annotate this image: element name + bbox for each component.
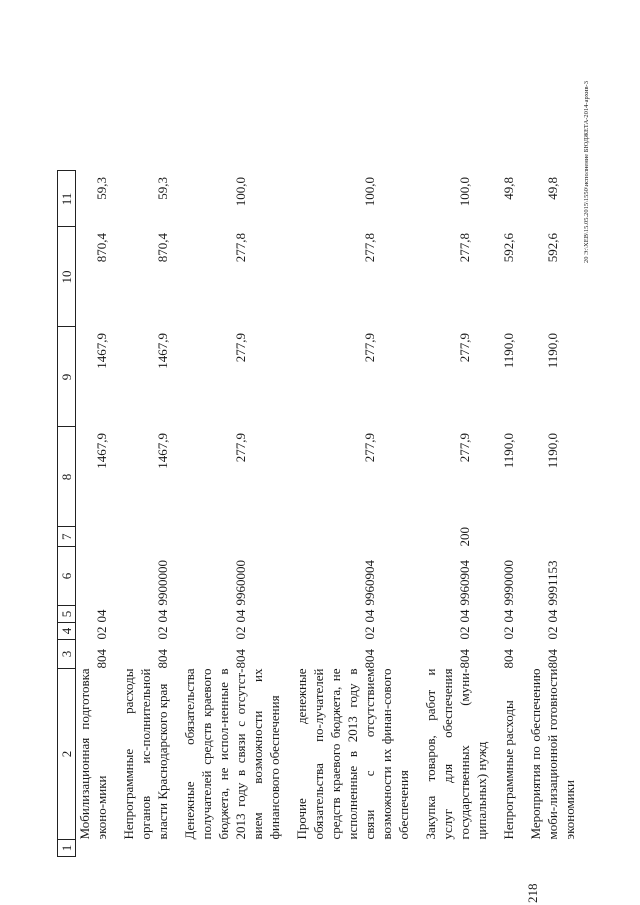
row-value-cell: 04 <box>362 609 377 623</box>
row-value-cell: 1467,9 <box>94 433 109 469</box>
row-value-cell: 804 <box>362 649 377 669</box>
row-value-cell: 870,4 <box>155 233 170 263</box>
row-number-cell <box>120 840 171 857</box>
row-name-cell: Прочие денежные обязательства по-лучателей средств краевого бюджета, не исполненные в 2013 году в связи с отсутствием возможности их финан-сового обеспечения <box>294 668 411 840</box>
row-value-cell: 04 <box>233 609 248 623</box>
row-value-cell: 02 <box>94 626 109 640</box>
row-value-cell: 04 <box>94 609 109 623</box>
row-value-cell: 04 <box>155 609 170 623</box>
row-name-cell: Денежные обязательства получателей средств краевого бюджета, не испол-ненные в 2013 году в связи с отсутст-вием возможности их финансового обеспечения <box>182 668 282 840</box>
row-value-cell: 277,8 <box>233 233 248 263</box>
row-value-cell: 1467,9 <box>155 333 170 369</box>
row-value-cell: 870,4 <box>94 233 109 263</box>
row-name-cell: Непрограммные расходы органов ис-полнительной власти Краснодарского края <box>121 668 170 840</box>
row-name-cell: Непрограммные расходы <box>501 700 516 840</box>
table-row <box>293 171 412 857</box>
row-value-cell: 9990000 <box>501 560 516 606</box>
row-value-cell: 277,9 <box>233 333 248 363</box>
row-value-cell: 200 <box>457 527 472 547</box>
row-spacer <box>412 171 422 857</box>
row-number-cell <box>181 840 283 857</box>
row-spacer <box>578 171 588 857</box>
row-value-cell <box>181 527 283 547</box>
row-value-cell: 04 <box>457 609 472 623</box>
row-value-cell: 100,0 <box>362 177 377 207</box>
header-cell: 5 <box>58 606 76 623</box>
row-value-cell <box>76 527 111 547</box>
row-value-cell: 804 <box>155 649 170 669</box>
row-value-cell: 49,8 <box>545 177 560 200</box>
file-path-note: 20 Э:\ХЕВ\15.05.2015\1550\исполнение БЮДЖЕТА-2014-архив-3 <box>583 81 590 263</box>
row-spacer-cell <box>578 171 588 857</box>
row-spacer <box>283 171 293 857</box>
row-value-cell: 100,0 <box>233 177 248 207</box>
row-name-cell: Мобилизационная подготовка эконо-мики <box>77 668 109 840</box>
row-value-cell <box>76 547 111 606</box>
row-value-cell: 277,9 <box>362 333 377 363</box>
row-value-cell: 277,9 <box>457 433 472 463</box>
row-value-cell: 9960000 <box>233 560 248 606</box>
row-spacer <box>171 171 181 857</box>
row-value-cell: 04 <box>545 609 560 623</box>
row-value-cell: 49,8 <box>501 177 516 200</box>
row-value-cell: 804 <box>545 649 560 669</box>
row-number-cell <box>76 840 111 857</box>
row-value-cell: 277,9 <box>233 433 248 463</box>
row-spacer <box>490 171 500 857</box>
header-cell: 4 <box>58 623 76 640</box>
header-cell: 8 <box>58 427 76 527</box>
row-value-cell: 100,0 <box>457 177 472 207</box>
header-cell: 7 <box>58 527 76 547</box>
table-row <box>76 171 111 857</box>
row-value-cell: 59,3 <box>155 177 170 200</box>
table-row <box>120 171 171 857</box>
row-spacer-cell <box>171 171 181 857</box>
row-value-cell: 02 <box>545 626 560 640</box>
row-value-cell: 9900000 <box>155 560 170 606</box>
row-value-cell <box>120 527 171 547</box>
row-number-cell <box>422 840 490 857</box>
row-value-cell: 592,6 <box>501 233 516 263</box>
table-row <box>422 171 490 857</box>
row-spacer-cell <box>517 171 527 857</box>
table-row <box>181 171 283 857</box>
row-name-cell: Закупка товаров, работ и услуг для обеспечения государственных (муни-ципальных) нужд <box>423 668 489 840</box>
row-spacer <box>110 171 120 857</box>
row-value-cell: 9991153 <box>545 560 560 606</box>
row-spacer <box>517 171 527 857</box>
row-value-cell: 9960904 <box>362 560 377 606</box>
row-number-cell <box>527 840 578 857</box>
row-value-cell <box>500 527 517 547</box>
row-name-cell: Мероприятия по обеспечению моби-лизационной готовности экономики <box>528 668 577 840</box>
row-value-cell: 804 <box>501 649 516 669</box>
row-value-cell: 1467,9 <box>94 333 109 369</box>
row-value-cell: 02 <box>501 626 516 640</box>
header-cell: 3 <box>58 640 76 669</box>
row-value-cell: 02 <box>233 626 248 640</box>
table-row <box>527 171 578 857</box>
row-number-cell <box>293 840 412 857</box>
header-cell: 1 <box>58 840 76 857</box>
row-value-cell: 277,8 <box>362 233 377 263</box>
row-value-cell: 9960904 <box>457 560 472 606</box>
row-spacer-cell <box>490 171 500 857</box>
row-value-cell: 04 <box>501 609 516 623</box>
row-value-cell: 02 <box>362 626 377 640</box>
row-value-cell: 277,8 <box>457 233 472 263</box>
row-spacer-cell <box>412 171 422 857</box>
row-value-cell: 804 <box>233 649 248 669</box>
row-value-cell: 1190,0 <box>545 433 560 469</box>
row-value-cell: 1467,9 <box>155 433 170 469</box>
header-cell: 2 <box>58 669 76 840</box>
row-value-cell <box>527 527 578 547</box>
header-cell: 9 <box>58 327 76 427</box>
row-value-cell: 02 <box>457 626 472 640</box>
row-value-cell: 59,3 <box>94 177 109 200</box>
table-row <box>500 171 517 857</box>
row-spacer-cell <box>283 171 293 857</box>
row-spacer-cell <box>110 171 120 857</box>
row-number-cell <box>500 840 517 857</box>
header-cell: 11 <box>58 171 76 227</box>
row-value-cell: 804 <box>457 649 472 669</box>
header-row <box>58 171 76 857</box>
budget-table <box>57 171 588 858</box>
row-value-cell <box>293 527 412 547</box>
row-value-cell: 592,6 <box>545 233 560 263</box>
row-value-cell: 277,9 <box>362 433 377 463</box>
row-value-cell: 02 <box>155 626 170 640</box>
row-value-cell: 1190,0 <box>545 333 560 369</box>
header-cell: 6 <box>58 547 76 606</box>
header-cell: 10 <box>58 227 76 327</box>
row-value-cell: 277,9 <box>457 333 472 363</box>
page-number: 218 <box>525 883 540 903</box>
row-value-cell: 804 <box>94 649 109 669</box>
row-value-cell: 1190,0 <box>501 433 516 469</box>
row-value-cell: 1190,0 <box>501 333 516 369</box>
